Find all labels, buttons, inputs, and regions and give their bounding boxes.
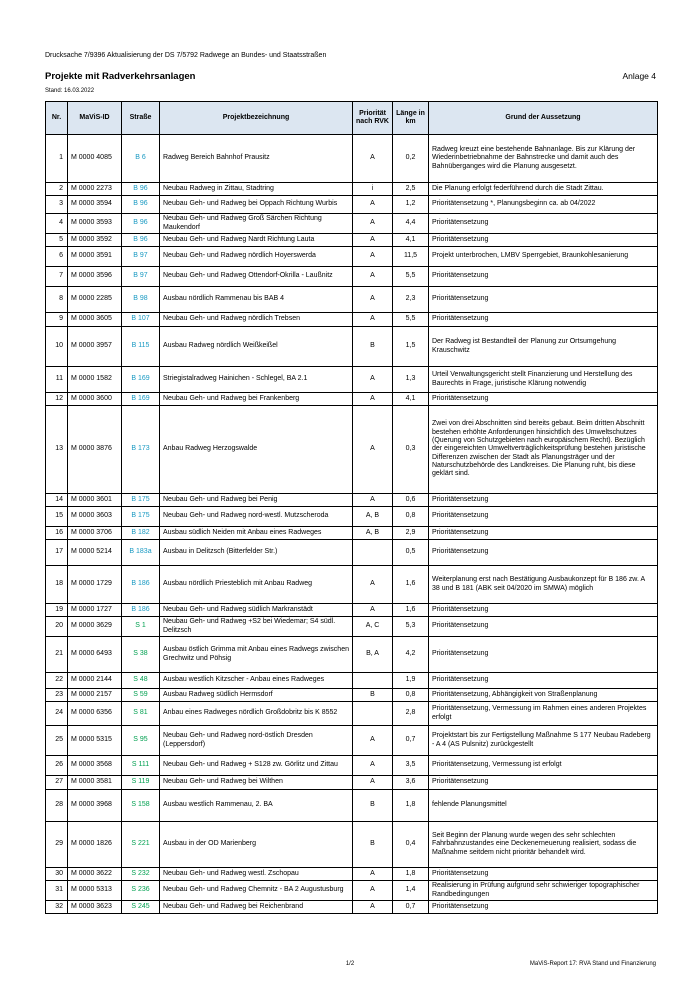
- row-prioritaet: A: [353, 393, 393, 406]
- table-row: [46, 267, 658, 287]
- row-strasse: S 38: [122, 637, 160, 673]
- table-row: [46, 393, 658, 406]
- row-mavis-id: M 0000 3596: [68, 267, 122, 287]
- title-row: [45, 71, 656, 82]
- row-laenge: 0,3: [393, 406, 429, 494]
- row-prioritaet: A: [353, 367, 393, 393]
- row-nr: 10: [46, 327, 68, 367]
- row-mavis-id: M 0000 4085: [68, 135, 122, 183]
- row-nr: 16: [46, 527, 68, 540]
- row-nr: 4: [46, 214, 68, 234]
- row-grund-der-aussetzung: Urteil Verwaltungsgericht stellt Finanzierung und Herstellung des Baurechts in Frage, juristische Klärung notwendig: [429, 367, 658, 393]
- row-nr: 3: [46, 196, 68, 214]
- report-footer: MaViS-Report 17: RVA Stand und Finanzierung: [529, 961, 656, 967]
- row-laenge: 0,4: [393, 822, 429, 868]
- row-prioritaet: A: [353, 267, 393, 287]
- row-strasse: B 183a: [122, 540, 160, 566]
- row-strasse: B 182: [122, 527, 160, 540]
- row-prioritaet: A: [353, 214, 393, 234]
- row-mavis-id: M 0000 5313: [68, 881, 122, 901]
- row-laenge: 2,5: [393, 183, 429, 196]
- row-laenge: 5,5: [393, 313, 429, 327]
- row-grund-der-aussetzung: Prioritätensetzung: [429, 673, 658, 689]
- row-grund-der-aussetzung: Prioritätensetzung: [429, 540, 658, 566]
- row-projektbezeichnung: Neubau Geh- und Radweg Groß Särchen Richtung Maukendorf: [160, 214, 353, 234]
- row-mavis-id: M 0000 3591: [68, 247, 122, 267]
- row-nr: 19: [46, 604, 68, 617]
- row-nr: 11: [46, 367, 68, 393]
- row-laenge: 5,5: [393, 267, 429, 287]
- row-projektbezeichnung: Ausbau in der OD Marienberg: [160, 822, 353, 868]
- row-strasse: B 175: [122, 494, 160, 507]
- row-grund-der-aussetzung: Prioritätensetzung, Abhängigkeit von Straßenplanung: [429, 689, 658, 702]
- row-laenge: 3,5: [393, 756, 429, 776]
- row-mavis-id: M 0000 3605: [68, 313, 122, 327]
- col-header-mavis-id: MaViS-ID: [68, 102, 122, 135]
- row-mavis-id: M 0000 6493: [68, 637, 122, 673]
- row-laenge: 1,6: [393, 566, 429, 604]
- row-mavis-id: M 0000 1582: [68, 367, 122, 393]
- row-grund-der-aussetzung: Prioritätensetzung: [429, 393, 658, 406]
- row-strasse: B 97: [122, 247, 160, 267]
- col-header-strasse: Straße: [122, 102, 160, 135]
- row-laenge: 1,5: [393, 327, 429, 367]
- row-prioritaet: A: [353, 234, 393, 247]
- table-row: [46, 604, 658, 617]
- row-laenge: 4,1: [393, 393, 429, 406]
- row-nr: 23: [46, 689, 68, 702]
- table-row: [46, 313, 658, 327]
- row-prioritaet: B: [353, 790, 393, 822]
- row-mavis-id: M 0000 3876: [68, 406, 122, 494]
- row-mavis-id: M 0000 5315: [68, 726, 122, 756]
- row-prioritaet: A: [353, 726, 393, 756]
- table-row: [46, 726, 658, 756]
- row-mavis-id: M 0000 3600: [68, 393, 122, 406]
- row-strasse: S 221: [122, 822, 160, 868]
- row-prioritaet: A: [353, 566, 393, 604]
- row-mavis-id: M 0000 1729: [68, 566, 122, 604]
- row-projektbezeichnung: Anbau Radweg Herzogswalde: [160, 406, 353, 494]
- table-row: [46, 367, 658, 393]
- table-row: [46, 247, 658, 267]
- row-mavis-id: M 0000 2144: [68, 673, 122, 689]
- row-nr: 28: [46, 790, 68, 822]
- row-grund-der-aussetzung: Prioritätensetzung: [429, 604, 658, 617]
- row-nr: 7: [46, 267, 68, 287]
- row-projektbezeichnung: Neubau Geh- und Radweg nördlich Trebsen: [160, 313, 353, 327]
- row-projektbezeichnung: Neubau Geh- und Radweg bei Oppach Richtung Wurbis: [160, 196, 353, 214]
- row-prioritaet: A: [353, 135, 393, 183]
- table-row: [46, 494, 658, 507]
- row-nr: 5: [46, 234, 68, 247]
- row-grund-der-aussetzung: Prioritätensetzung, Vermessung ist erfolgt: [429, 756, 658, 776]
- row-nr: 31: [46, 881, 68, 901]
- row-nr: 12: [46, 393, 68, 406]
- col-header-nr: Nr.: [46, 102, 68, 135]
- row-projektbezeichnung: Neubau Geh- und Radweg Ottendorf-Okrilla - Laußnitz: [160, 267, 353, 287]
- row-projektbezeichnung: Neubau Geh- und Radweg nördlich Hoyerswerda: [160, 247, 353, 267]
- projects-table: [45, 101, 658, 914]
- row-nr: 32: [46, 901, 68, 914]
- row-prioritaet: A: [353, 776, 393, 790]
- row-strasse: S 236: [122, 881, 160, 901]
- row-strasse: S 95: [122, 726, 160, 756]
- row-laenge: 1,8: [393, 790, 429, 822]
- row-mavis-id: M 0000 2157: [68, 689, 122, 702]
- row-strasse: S 81: [122, 702, 160, 726]
- row-projektbezeichnung: Anbau eines Radweges nördlich Großdobritz bis K 8552: [160, 702, 353, 726]
- row-prioritaet: A: [353, 604, 393, 617]
- row-prioritaet: B: [353, 689, 393, 702]
- table-row: [46, 287, 658, 313]
- row-nr: 15: [46, 507, 68, 527]
- table-row: [46, 822, 658, 868]
- row-grund-der-aussetzung: Projektstart bis zur Fertigstellung Maßnahme S 177 Neubau Radeberg - A 4 (AS Pulsnitz) zurückgestellt: [429, 726, 658, 756]
- row-laenge: 0,8: [393, 507, 429, 527]
- row-nr: 13: [46, 406, 68, 494]
- row-projektbezeichnung: Ausbau westlich Kitzscher - Anbau eines Radweges: [160, 673, 353, 689]
- annex-label: Anlage 4: [622, 71, 656, 81]
- row-prioritaet: A: [353, 901, 393, 914]
- table-row: [46, 881, 658, 901]
- row-strasse: B 173: [122, 406, 160, 494]
- row-strasse: B 6: [122, 135, 160, 183]
- row-grund-der-aussetzung: Prioritätensetzung: [429, 287, 658, 313]
- table-row: [46, 790, 658, 822]
- row-prioritaet: A: [353, 196, 393, 214]
- row-laenge: 1,3: [393, 367, 429, 393]
- row-prioritaet: A: [353, 756, 393, 776]
- document-reference-line: Drucksache 7/9396 Aktualisierung der DS 7/5792 Radwege an Bundes- und Staatsstraßen: [45, 52, 327, 59]
- row-grund-der-aussetzung: Prioritätensetzung: [429, 617, 658, 637]
- row-mavis-id: M 0000 3957: [68, 327, 122, 367]
- table-body: [46, 135, 658, 914]
- table-row: [46, 566, 658, 604]
- table-row: [46, 234, 658, 247]
- table-row: [46, 183, 658, 196]
- row-laenge: 4,2: [393, 637, 429, 673]
- row-projektbezeichnung: Neubau Geh- und Radweg Chemnitz - BA 2 Augustusburg: [160, 881, 353, 901]
- row-mavis-id: M 0000 3629: [68, 617, 122, 637]
- row-nr: 14: [46, 494, 68, 507]
- row-projektbezeichnung: Neubau Geh- und Radweg Nardt Richtung Lauta: [160, 234, 353, 247]
- row-strasse: B 97: [122, 267, 160, 287]
- table-row: [46, 214, 658, 234]
- page-number: 1/2: [345, 961, 355, 967]
- row-projektbezeichnung: Neubau Geh- und Radweg bei Penig: [160, 494, 353, 507]
- row-prioritaet: [353, 702, 393, 726]
- row-strasse: S 232: [122, 868, 160, 881]
- table-row: [46, 327, 658, 367]
- col-header-prioritaet: Priorität nach RVK: [353, 102, 393, 135]
- row-laenge: 1,8: [393, 868, 429, 881]
- row-grund-der-aussetzung: Radweg kreuzt eine bestehende Bahnanlage. Bis zur Klärung der Wiederinbetriebnahme der Bahnstrecke und damit auch des Bahnüberganges wird die Planung ausgesetzt.: [429, 135, 658, 183]
- row-grund-der-aussetzung: Projekt unterbrochen, LMBV Sperrgebiet, Braunkohlesanierung: [429, 247, 658, 267]
- row-strasse: B 175: [122, 507, 160, 527]
- row-projektbezeichnung: Ausbau nördlich Priesteblich mit Anbau Radweg: [160, 566, 353, 604]
- row-nr: 26: [46, 756, 68, 776]
- col-header-projektbezeichnung: Projektbezeichnung: [160, 102, 353, 135]
- row-strasse: B 115: [122, 327, 160, 367]
- row-mavis-id: M 0000 3623: [68, 901, 122, 914]
- row-projektbezeichnung: Neubau Geh- und Radweg bei Frankenberg: [160, 393, 353, 406]
- page-title: Projekte mit Radverkehrsanlagen: [45, 71, 196, 82]
- row-strasse: B 96: [122, 234, 160, 247]
- table-row: [46, 617, 658, 637]
- row-mavis-id: M 0000 5214: [68, 540, 122, 566]
- row-grund-der-aussetzung: Realisierung in Prüfung aufgrund sehr schwieriger topographischer Randbedingungen: [429, 881, 658, 901]
- table-row: [46, 527, 658, 540]
- row-laenge: 0,5: [393, 540, 429, 566]
- row-grund-der-aussetzung: Prioritätensetzung: [429, 267, 658, 287]
- row-strasse: S 245: [122, 901, 160, 914]
- row-laenge: 3,6: [393, 776, 429, 790]
- row-strasse: B 169: [122, 393, 160, 406]
- row-grund-der-aussetzung: Prioritätensetzung: [429, 901, 658, 914]
- row-nr: 22: [46, 673, 68, 689]
- row-projektbezeichnung: Neubau Geh- und Radweg nord-westl. Mutzscheroda: [160, 507, 353, 527]
- row-nr: 9: [46, 313, 68, 327]
- table-row: [46, 406, 658, 494]
- row-laenge: 1,2: [393, 196, 429, 214]
- row-grund-der-aussetzung: Prioritätensetzung, Vermessung im Rahmen eines anderen Projektes erfolgt: [429, 702, 658, 726]
- table-header-row: [46, 102, 658, 135]
- row-grund-der-aussetzung: Seit Beginn der Planung wurde wegen des sehr schlechten Fahrbahnzustandes eine Deckenerneuerung realisiert, sodass die Maßnahme seitdem nicht prioritär behandelt wird.: [429, 822, 658, 868]
- row-grund-der-aussetzung: Der Radweg ist Bestandteil der Planung zur Ortsumgehung Krauschwitz: [429, 327, 658, 367]
- row-mavis-id: M 0000 3594: [68, 196, 122, 214]
- row-nr: 18: [46, 566, 68, 604]
- row-laenge: 5,3: [393, 617, 429, 637]
- row-nr: 17: [46, 540, 68, 566]
- row-grund-der-aussetzung: Prioritätensetzung: [429, 776, 658, 790]
- row-mavis-id: M 0000 1727: [68, 604, 122, 617]
- row-projektbezeichnung: Neubau Geh- und Radweg +S2 bei Wiedemar; S4 südl. Delitzsch: [160, 617, 353, 637]
- row-nr: 25: [46, 726, 68, 756]
- row-prioritaet: A, B: [353, 507, 393, 527]
- row-laenge: 0,8: [393, 689, 429, 702]
- row-laenge: 0,6: [393, 494, 429, 507]
- row-nr: 29: [46, 822, 68, 868]
- row-nr: 20: [46, 617, 68, 637]
- row-grund-der-aussetzung: fehlende Planungsmittel: [429, 790, 658, 822]
- row-projektbezeichnung: Neubau Geh- und Radweg westl. Zschopau: [160, 868, 353, 881]
- row-prioritaet: A: [353, 494, 393, 507]
- table-row: [46, 756, 658, 776]
- row-prioritaet: [353, 673, 393, 689]
- row-grund-der-aussetzung: Prioritätensetzung: [429, 507, 658, 527]
- row-grund-der-aussetzung: Prioritätensetzung: [429, 313, 658, 327]
- row-projektbezeichnung: Ausbau Radweg südlich Hermsdorf: [160, 689, 353, 702]
- row-laenge: 1,6: [393, 604, 429, 617]
- row-strasse: S 111: [122, 756, 160, 776]
- row-strasse: S 59: [122, 689, 160, 702]
- row-mavis-id: M 0000 3592: [68, 234, 122, 247]
- row-grund-der-aussetzung: Prioritätensetzung: [429, 214, 658, 234]
- row-laenge: 0,2: [393, 135, 429, 183]
- row-mavis-id: M 0000 3601: [68, 494, 122, 507]
- table-row: [46, 702, 658, 726]
- row-projektbezeichnung: Neubau Geh- und Radweg + S128 zw. Görlitz und Zittau: [160, 756, 353, 776]
- row-nr: 27: [46, 776, 68, 790]
- row-grund-der-aussetzung: Zwei von drei Abschnitten sind bereits gebaut. Beim dritten Abschnitt bestehen erhöhte Anforderungen hinsichtlich des Umweltschutzes (Querung von Schutzgebieten nach europäischem Recht). Bezüglich der eingereichten Umweltverträglichkeitsprüfung bestehen juristische Differenzen zwischen der Stadt als Planungsträger und der Naturschutzbehörde des Landkreises. Die Planung ruht, bis diese geklärt sind.: [429, 406, 658, 494]
- table-row: [46, 540, 658, 566]
- row-mavis-id: M 0000 3581: [68, 776, 122, 790]
- row-grund-der-aussetzung: Weiterplanung erst nach Bestätigung Ausbaukonzept für B 186 zw. A 38 und B 181 (ABK seit 04/2020 im SMWA) möglich: [429, 566, 658, 604]
- table-row: [46, 507, 658, 527]
- row-strasse: B 98: [122, 287, 160, 313]
- row-projektbezeichnung: Striegistalradweg Hainichen - Schlegel, BA 2.1: [160, 367, 353, 393]
- row-prioritaet: A: [353, 868, 393, 881]
- row-laenge: 1,9: [393, 673, 429, 689]
- row-laenge: 2,9: [393, 527, 429, 540]
- col-header-laenge: Länge in km: [393, 102, 429, 135]
- table-row: [46, 868, 658, 881]
- row-prioritaet: A: [353, 881, 393, 901]
- row-prioritaet: A, C: [353, 617, 393, 637]
- row-laenge: 4,1: [393, 234, 429, 247]
- row-prioritaet: A: [353, 247, 393, 267]
- row-mavis-id: M 0000 6356: [68, 702, 122, 726]
- row-mavis-id: M 0000 3568: [68, 756, 122, 776]
- row-nr: 21: [46, 637, 68, 673]
- row-projektbezeichnung: Neubau Geh- und Radweg nord-östlich Dresden (Leppersdorf): [160, 726, 353, 756]
- row-grund-der-aussetzung: Prioritätensetzung: [429, 234, 658, 247]
- table-row: [46, 135, 658, 183]
- row-strasse: S 48: [122, 673, 160, 689]
- row-strasse: B 186: [122, 604, 160, 617]
- row-mavis-id: M 0000 3603: [68, 507, 122, 527]
- row-projektbezeichnung: Ausbau Radweg nördlich Weißkeißel: [160, 327, 353, 367]
- row-mavis-id: M 0000 3706: [68, 527, 122, 540]
- row-strasse: B 169: [122, 367, 160, 393]
- row-nr: 30: [46, 868, 68, 881]
- row-strasse: B 96: [122, 196, 160, 214]
- row-prioritaet: B: [353, 822, 393, 868]
- table-row: [46, 637, 658, 673]
- row-prioritaet: A: [353, 287, 393, 313]
- row-laenge: 1,4: [393, 881, 429, 901]
- row-strasse: S 158: [122, 790, 160, 822]
- row-grund-der-aussetzung: Prioritätensetzung: [429, 527, 658, 540]
- row-mavis-id: M 0000 3622: [68, 868, 122, 881]
- row-strasse: S 119: [122, 776, 160, 790]
- row-projektbezeichnung: Radweg Bereich Bahnhof Prausitz: [160, 135, 353, 183]
- row-nr: 8: [46, 287, 68, 313]
- row-strasse: B 186: [122, 566, 160, 604]
- row-laenge: 0,7: [393, 901, 429, 914]
- row-mavis-id: M 0000 1826: [68, 822, 122, 868]
- table-row: [46, 689, 658, 702]
- row-grund-der-aussetzung: Prioritätensetzung: [429, 868, 658, 881]
- table-row: [46, 776, 658, 790]
- row-projektbezeichnung: Neubau Geh- und Radweg bei Wilthen: [160, 776, 353, 790]
- row-grund-der-aussetzung: Prioritätensetzung: [429, 494, 658, 507]
- col-header-grund: Grund der Aussetzung: [429, 102, 658, 135]
- row-strasse: B 107: [122, 313, 160, 327]
- row-nr: 6: [46, 247, 68, 267]
- row-projektbezeichnung: Ausbau in Delitzsch (Bitterfelder Str.): [160, 540, 353, 566]
- row-projektbezeichnung: Ausbau nördlich Rammenau bis BAB 4: [160, 287, 353, 313]
- table-row: [46, 673, 658, 689]
- row-projektbezeichnung: Ausbau westlich Rammenau, 2. BA: [160, 790, 353, 822]
- row-prioritaet: A: [353, 313, 393, 327]
- row-laenge: 11,5: [393, 247, 429, 267]
- row-nr: 2: [46, 183, 68, 196]
- status-date: Stand: 16.03.2022: [45, 88, 95, 94]
- row-nr: 1: [46, 135, 68, 183]
- row-mavis-id: M 0000 2285: [68, 287, 122, 313]
- table-row: [46, 196, 658, 214]
- row-strasse: B 96: [122, 183, 160, 196]
- row-projektbezeichnung: Neubau Geh- und Radweg bei Reichenbrand: [160, 901, 353, 914]
- row-mavis-id: M 0000 3593: [68, 214, 122, 234]
- row-grund-der-aussetzung: Prioritätensetzung *, Planungsbeginn ca. ab 04/2022: [429, 196, 658, 214]
- row-prioritaet: A, B: [353, 527, 393, 540]
- row-mavis-id: M 0000 2273: [68, 183, 122, 196]
- row-prioritaet: [353, 540, 393, 566]
- row-laenge: 2,8: [393, 702, 429, 726]
- row-prioritaet: B: [353, 327, 393, 367]
- row-nr: 24: [46, 702, 68, 726]
- row-projektbezeichnung: Ausbau östlich Grimma mit Anbau eines Radwegs zwischen Grechwitz und Pöhsig: [160, 637, 353, 673]
- row-strasse: B 96: [122, 214, 160, 234]
- row-prioritaet: i: [353, 183, 393, 196]
- row-projektbezeichnung: Neubau Geh- und Radweg südlich Markranstädt: [160, 604, 353, 617]
- row-grund-der-aussetzung: Prioritätensetzung: [429, 637, 658, 673]
- row-prioritaet: A: [353, 406, 393, 494]
- row-projektbezeichnung: Ausbau südlich Neiden mit Anbau eines Radweges: [160, 527, 353, 540]
- row-grund-der-aussetzung: Die Planung erfolgt federführend durch die Stadt Zittau.: [429, 183, 658, 196]
- row-strasse: S 1: [122, 617, 160, 637]
- row-laenge: 0,7: [393, 726, 429, 756]
- row-laenge: 4,4: [393, 214, 429, 234]
- row-mavis-id: M 0000 3968: [68, 790, 122, 822]
- row-laenge: 2,3: [393, 287, 429, 313]
- table-row: [46, 901, 658, 914]
- row-projektbezeichnung: Neubau Radweg in Zittau, Stadtring: [160, 183, 353, 196]
- row-prioritaet: B, A: [353, 637, 393, 673]
